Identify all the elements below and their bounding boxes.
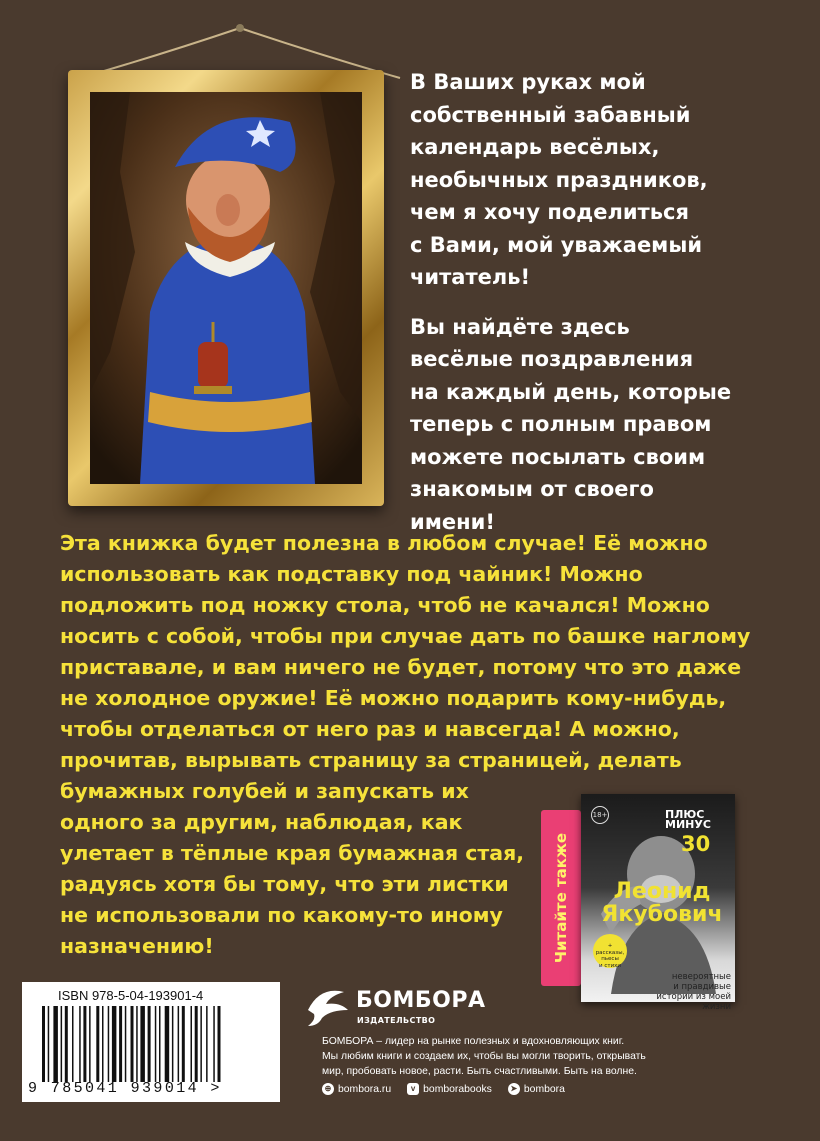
social-vk-label: bomborabooks (423, 1083, 492, 1095)
barcode-bar (96, 1006, 99, 1082)
barcode-bar (72, 1006, 74, 1082)
barcode-bar (102, 1006, 104, 1082)
barcode-bar (159, 1006, 161, 1082)
barcode-bar (218, 1006, 221, 1082)
publisher-socials (322, 1081, 565, 1097)
barcode-bar (119, 1006, 122, 1082)
barcode-bar (61, 1006, 63, 1082)
barcode-bar (191, 1006, 193, 1082)
barcode-bar (182, 1006, 185, 1082)
barcode-bar (195, 1006, 198, 1082)
barcode-bar (136, 1006, 138, 1082)
barcode-bar (213, 1006, 215, 1082)
vk-icon: v (407, 1083, 419, 1095)
barcode-bar (48, 1006, 50, 1082)
gilded-picture-frame (68, 70, 384, 506)
also-read-label: Читайте также (552, 832, 570, 964)
barcode-bar (155, 1006, 157, 1082)
social-telegram-label: bombora (523, 1083, 565, 1095)
portrait-photo (90, 92, 362, 484)
barcode-bar (83, 1006, 86, 1082)
isbn-barcode (22, 982, 280, 1102)
book-series-number: 30 (681, 832, 711, 856)
barcode-bar (65, 1006, 68, 1082)
barcode-bar (79, 1006, 81, 1082)
gnome-portrait-illustration (90, 92, 362, 484)
barcode-bar (131, 1006, 134, 1082)
barcode-bar (200, 1006, 202, 1082)
intro-paragraph-1: В Ваших руках мой собственный забавный календарь весёлых, необычных праздников, чем я хочу поделиться с Вами, мой уважаемый читатель! (410, 70, 708, 289)
barcode-bar (53, 1006, 58, 1082)
social-website-label: bombora.ru (338, 1083, 392, 1095)
telegram-icon: ➤ (508, 1083, 520, 1095)
book-author-name: Леонид Якубович (601, 879, 723, 927)
barcode-bar (108, 1006, 110, 1082)
recommended-book-cover (581, 794, 735, 1012)
barcode-bar (125, 1006, 127, 1082)
publisher-description: БОМБОРА – лидер на рынке полезных и вдохновляющих книг. Мы любим книги и создаем их, чтобы вы могли творить, открывать мир, пробовать новое, расти. Быть счастливыми. Быть на волне. (322, 1036, 646, 1077)
isbn-number: ISBN 978-5-04-193901-4 (58, 988, 204, 1003)
barcode-bar (112, 1006, 117, 1082)
barcode-bar (140, 1006, 145, 1082)
book-series-title: ПЛЮС МИНУС (665, 808, 711, 831)
publisher-name: БОМБОРА (356, 988, 486, 1013)
publisher-subtitle: ИЗДАТЕЛЬСТВО (357, 1016, 436, 1025)
barcode-bar (89, 1006, 91, 1082)
barcode-digits: 9 785041 939014 > (28, 1080, 222, 1097)
also-read-section (541, 794, 735, 1012)
also-read-ribbon (541, 810, 581, 986)
social-vk[interactable] (407, 1081, 492, 1097)
barcode-bar (206, 1006, 208, 1082)
globe-icon: ⊕ (322, 1083, 334, 1095)
book-extras-badge: + рассказы, пьесы и стихи (593, 934, 627, 968)
barcode-bar (172, 1006, 174, 1082)
barcode-bar (178, 1006, 180, 1082)
intro-paragraph-2: Вы найдёте здесь весёлые поздравления на каждый день, которые теперь с полным правом можете посылать своим знакомым от своего имени! (410, 314, 732, 534)
social-website[interactable] (322, 1081, 391, 1097)
barcode-bar (42, 1006, 45, 1082)
book-subtitle: невероятные и правдивые истории из моей жизни (656, 972, 731, 1012)
social-telegram[interactable] (508, 1081, 565, 1097)
barcode-bar (165, 1006, 170, 1082)
barcode-bar (148, 1006, 151, 1082)
barcode-bars (40, 1006, 268, 1082)
main-description-text: Эта книжка будет полезна в любом случае! Её можно использовать как подставку под чайник! Можно подложить под ножку стола, чтоб не качался! Можно носить с собой, чтобы при случае дать по башке наглому приставале, и вам ничего не будет, потому что это даже не холодное оружие! Её можно подарить кому-нибудь, чтобы отделаться от него раз и навсегда! А можно, прочитав, вырывать страницу за страницей, делать бумажных голубей и запускать их одного за другим, наблюдая, как улетает в тёплые края бумажная стая, радуясь хотя бы тому, что эти листки не использовали по какому-то иному назначению! (60, 531, 751, 958)
intro-text (410, 66, 750, 555)
age-rating-badge: 18+ (591, 806, 609, 824)
